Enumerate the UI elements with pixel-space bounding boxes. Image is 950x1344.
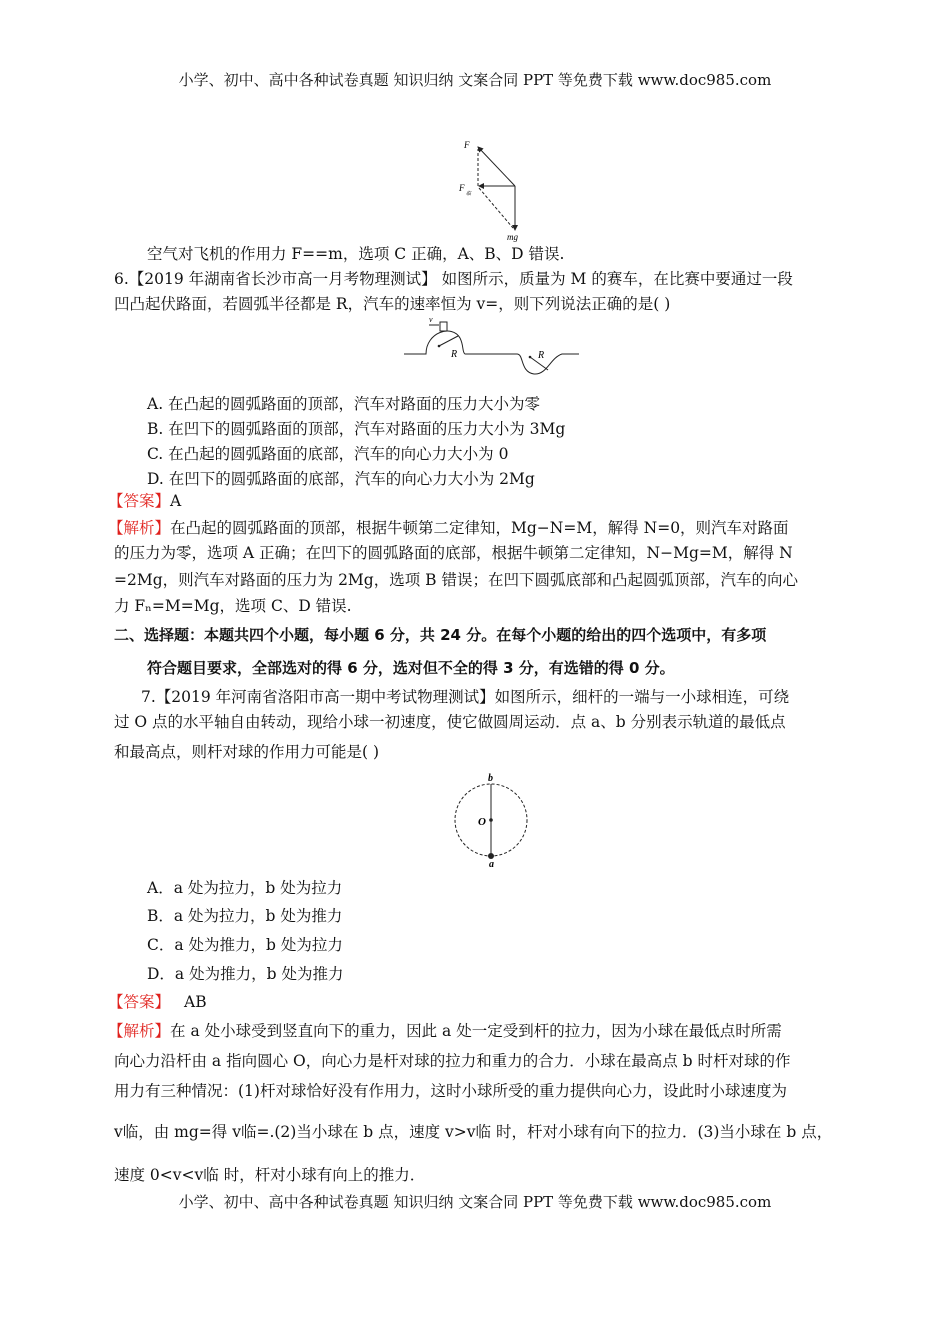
q7-answer bbox=[108, 992, 207, 1012]
label-O: O bbox=[478, 816, 486, 828]
q7-option-d: D．a 处为推力，b 处为推力 bbox=[147, 965, 344, 983]
q6-stem-line2: 凹凸起伏路面，若圆弧半径都是 R，汽车的速率恒为 v=，则下列说法正确的是( ) bbox=[114, 295, 671, 313]
label-a: a bbox=[489, 859, 494, 868]
section2-line2: 符合题目要求，全部选对的得 6 分，选对但不全的得 3 分，有选错的得 0 分。 bbox=[147, 659, 675, 677]
analysis-label: 【解析】 bbox=[108, 1022, 171, 1040]
q6-analysis-line4: 力 Fₙ=M=Mg，选项 C、D 错误. bbox=[114, 597, 352, 615]
label-F: F bbox=[464, 140, 470, 150]
q7-analysis-line5: 速度 0<v<v临 时，杆对小球有向上的推力． bbox=[114, 1166, 426, 1184]
q7-analysis-line4: v临，由 mg=得 v临=.(2)当小球在 b 点，速度 v>v临 时，杆对小球有向下的拉力．(3)当小球在 b 点， bbox=[114, 1123, 833, 1141]
q6-analysis-line2: 的压力为零，选项 A 正确；在凹下的圆弧路面的底部，根据牛顿第二定律知，N−Mg=M，解得 N bbox=[114, 544, 793, 562]
answer-value: AB bbox=[184, 993, 207, 1011]
q6-option-b: B. 在凹下的圆弧路面的顶部，汽车对路面的压力大小为 3Mg bbox=[147, 420, 566, 438]
analysis-label: 【解析】 bbox=[108, 519, 171, 537]
q7-stem-line2: 过 O 点的水平轴自由转动，现给小球一初速度，使它做圆周运动．点 a、b 分别表示轨道的最低点 bbox=[114, 713, 786, 731]
label-v: v bbox=[429, 315, 433, 324]
q7-stem-line1: 7.【2019 年河南省洛阳市高一期中考试物理测试】如图所示，细杆的一端与一小球相连，可绕 bbox=[141, 688, 790, 706]
page-header: 小学、初中、高中各种试卷真题 知识归纳 文案合同 PPT 等免费下载 www.doc985.com bbox=[178, 71, 772, 89]
answer-value: A bbox=[170, 492, 182, 510]
q7-stem-line3: 和最高点，则杆对球的作用力可能是( ) bbox=[114, 743, 380, 761]
q7-analysis-line3: 用力有三种情况：(1)杆对球恰好没有作用力，这时小球所受的重力提供向心力，设此时小球速度为 bbox=[114, 1082, 787, 1100]
section2-line1: 二、选择题：本题共四个小题，每小题 6 分，共 24 分。在每个小题的给出的四个选项中，有多项 bbox=[114, 626, 767, 644]
q6-option-d: D. 在凹下的圆弧路面的底部，汽车的向心力大小为 2Mg bbox=[147, 470, 535, 488]
q6-option-c: C. 在凸起的圆弧路面的底部，汽车的向心力大小为 0 bbox=[147, 445, 509, 463]
label-Fn: F bbox=[459, 183, 465, 193]
label-R1: R bbox=[451, 349, 458, 360]
q7-option-a: A．a 处为拉力，b 处为拉力 bbox=[147, 879, 343, 897]
label-b: b bbox=[488, 773, 493, 784]
q6-option-a: A. 在凸起的圆弧路面的顶部，汽车对路面的压力大小为零 bbox=[147, 395, 541, 413]
answer-label: 【答案】 bbox=[108, 993, 171, 1011]
q7-analysis-line2: 向心力沿杆由 a 指向圆心 O，向心力是杆对球的拉力和重力的合力．小球在最高点 b 时杆对球的作 bbox=[114, 1052, 791, 1070]
q7-option-c: C．a 处为推力，b 处为拉力 bbox=[147, 936, 343, 954]
q7-option-b: B．a 处为拉力，b 处为推力 bbox=[147, 907, 343, 925]
force-diagram bbox=[455, 138, 535, 244]
analysis-text: 在 a 处小球受到竖直向下的重力，因此 a 处一定受到杆的拉力，因为小球在最低点时所需 bbox=[170, 1022, 782, 1040]
label-R2: R bbox=[538, 350, 545, 361]
q7-analysis-line1 bbox=[108, 1021, 782, 1041]
q6-analysis-line3: =2Mg，则汽车对路面的压力为 2Mg，选项 B 错误；在凹下圆弧底部和凸起圆弧顶部，汽车的向心 bbox=[114, 571, 798, 589]
circle-diagram bbox=[445, 768, 535, 868]
label-Fn-sub: 临 bbox=[466, 192, 472, 197]
analysis-text: 在凸起的圆弧路面的顶部，根据牛顿第二定律知，Mg−N=M，解得 N=0，则汽车对路面 bbox=[170, 519, 789, 537]
answer-label: 【答案】 bbox=[108, 492, 171, 510]
q6-answer bbox=[108, 491, 181, 511]
q5-conclusion: 空气对飞机的作用力 F==m，选项 C 正确，A、B、D 错误. bbox=[147, 245, 565, 263]
road-diagram bbox=[402, 312, 582, 382]
page-footer: 小学、初中、高中各种试卷真题 知识归纳 文案合同 PPT 等免费下载 www.doc985.com bbox=[178, 1193, 772, 1211]
q6-stem-line1: 6.【2019 年湖南省长沙市高一月考物理测试】 如图所示，质量为 M 的赛车，在比赛中要通过一段 bbox=[114, 270, 793, 288]
q6-analysis-line1 bbox=[108, 518, 789, 538]
label-mg: mg bbox=[507, 232, 518, 242]
